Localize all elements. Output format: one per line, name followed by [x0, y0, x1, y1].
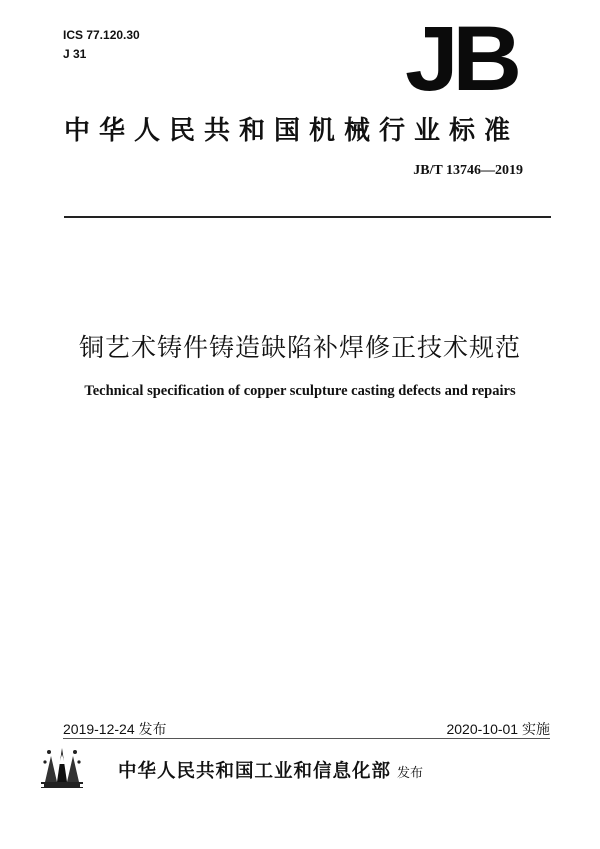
ics-code: ICS 77.120.30 [63, 28, 140, 42]
issuer-suffix: 发布 [397, 766, 424, 781]
standard-category-title: 中华人民共和国机械行业标准 [64, 116, 520, 146]
ministry-emblem-icon [37, 742, 87, 792]
issue-date: 2019-12-24 发布 [63, 721, 167, 737]
footer-divider [63, 738, 550, 739]
jb-logo: JB [404, 8, 516, 110]
issuer-name: 中华人民共和国工业和信息化部 [118, 761, 392, 782]
document-title-en: Technical specification of copper sculpture casting defects and repairs [84, 383, 516, 399]
ccs-code: J 31 [63, 47, 87, 61]
standard-number: JB/T 13746—2019 [413, 163, 523, 178]
implementation-date: 2020-10-01 实施 [446, 721, 550, 737]
issuing-authority [118, 757, 423, 783]
document-title-cn: 铜艺术铸件铸造缺陷补焊修正技术规范 [78, 333, 521, 362]
header-divider [64, 216, 551, 218]
